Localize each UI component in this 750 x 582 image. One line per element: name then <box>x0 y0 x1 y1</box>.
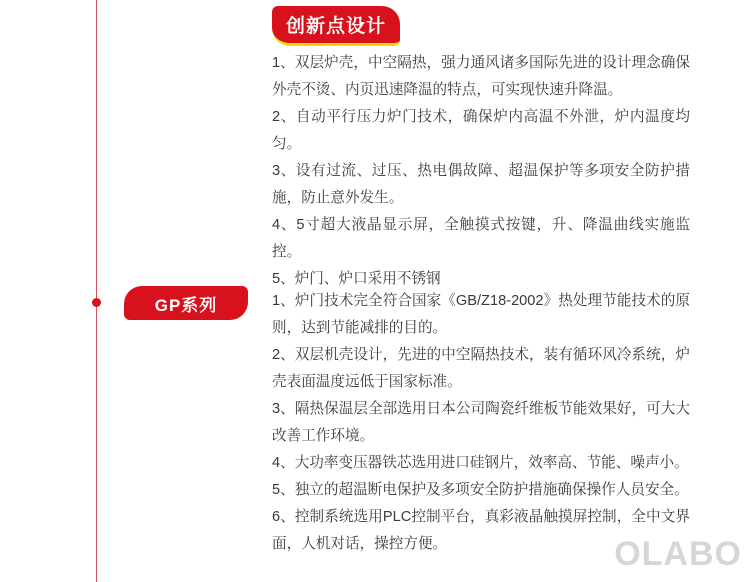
list-item: 5、独立的超温断电保护及多项安全防护措施确保操作人员安全。 <box>272 482 689 498</box>
list-item: 3、隔热保温层全部选用日本公司陶瓷纤维板节能效果好，可大大改善工作环境。 <box>272 401 690 444</box>
left-guide-line <box>96 0 97 582</box>
innovation-points-list <box>272 50 690 293</box>
list-item: 2、自动平行压力炉门技术，确保炉内高温不外泄，炉内温度均匀。 <box>272 109 690 152</box>
list-item: 2、双层机壳设计，先进的中空隔热技术，装有循环风冷系统，炉壳表面温度远低于国家标准。 <box>272 347 690 390</box>
section-tag-innovation: 创新点设计 <box>272 6 400 46</box>
list-item: 4、大功率变压器铁芯选用进口硅钢片，效率高、节能、噪声小。 <box>272 455 689 471</box>
list-item: 6、控制系统选用PLC控制平台，真彩液晶触摸屏控制，全中文界面，人机对话，操控方便。 <box>272 509 690 552</box>
list-item: 4、5寸超大液晶显示屏，全触摸式按键，升、降温曲线实施监控。 <box>272 217 690 260</box>
guide-bullet-dot <box>92 298 101 307</box>
brand-watermark: OLABO <box>614 535 742 573</box>
list-item: 1、双层炉壳，中空隔热，强力通风诸多国际先进的设计理念确保外壳不烫、内页迅速降温的特点，可实现快速升降温。 <box>272 55 690 98</box>
gp-series-points-list <box>272 288 690 558</box>
list-item: 5、炉门、炉口采用不锈钢 <box>272 271 441 287</box>
list-item: 1、炉门技术完全符合国家《GB/Z18-2002》热处理节能技术的原则，达到节能减排的目的。 <box>272 293 690 336</box>
list-item: 3、设有过流、过压、热电偶故障、超温保护等多项安全防护措施，防止意外发生。 <box>272 163 690 206</box>
section-tag-gp-series: GP系列 <box>124 286 248 320</box>
